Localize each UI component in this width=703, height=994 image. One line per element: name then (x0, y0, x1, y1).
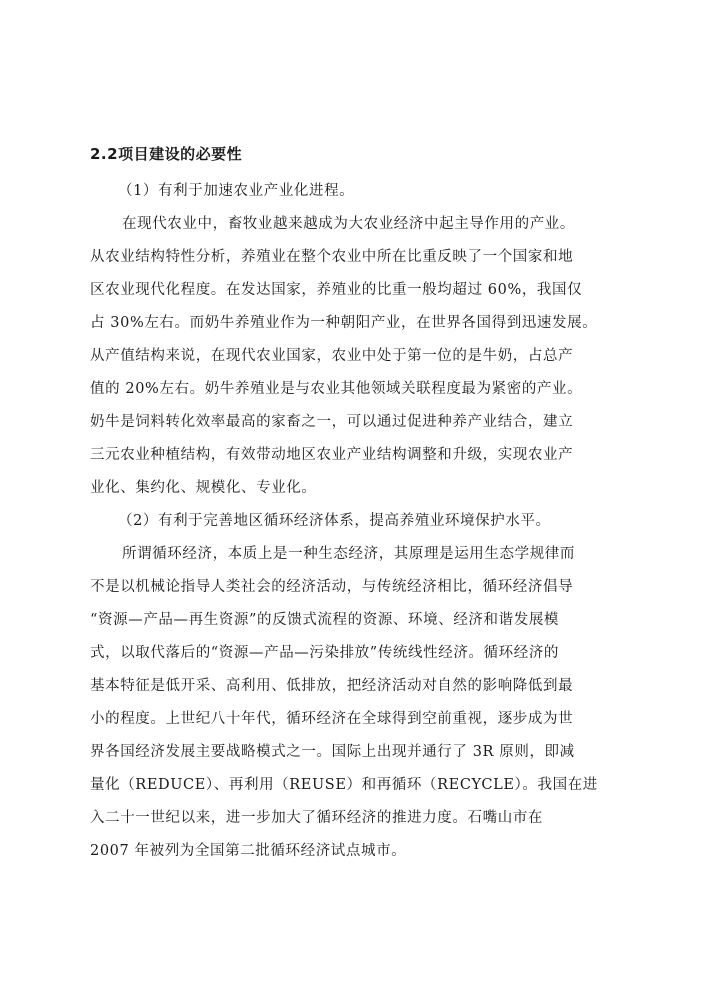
paragraph-line: 值的 20%左右。奶牛养殖业是与农业其他领域关联程度最为紧密的产业。 (90, 381, 583, 397)
paragraph-line: 区农业现代化程度。在发达国家，养殖业的比重一般均超过 60%，我国仅 (90, 282, 583, 298)
paragraph-line: 奶牛是饲料转化效率最高的家畜之一，可以通过促进种养产业结合，建立 (90, 414, 574, 430)
paragraph-line: 式，以取代落后的“资源—产品—污染排放”传统线性经济。循环经济的 (90, 645, 560, 661)
paragraph-line: 量化（REDUCE）、再利用（REUSE）和再循环（RECYCLE）。我国在进 (90, 777, 598, 793)
paragraph-line: 基本特征是低开采、高利用、低排放，把经济活动对自然的影响降低到最 (90, 678, 574, 694)
paragraph-line: 2007 年被列为全国第二批循环经济试点城市。 (90, 843, 407, 859)
paragraph-line: “资源—产品—再生资源”的反馈式流程的资源、环境、经济和谐发展模 (90, 612, 560, 628)
paragraph-line: 从农业结构特性分析，养殖业在整个农业中所在比重反映了一个国家和地 (90, 249, 574, 265)
section-heading: 2.2项目建设的必要性 (90, 145, 243, 163)
paragraph-line: 从产值结构来说，在现代农业国家，农业中处于第一位的是牛奶，占总产 (90, 348, 574, 364)
paragraph-line: 所谓循环经济，本质上是一种生态经济，其原理是运用生态学规律而 (122, 546, 575, 562)
paragraph-line: 占 30%左右。而奶牛养殖业作为一种朝阳产业，在世界各国得到迅速发展。 (90, 315, 598, 331)
paragraph-line: 业化、集约化、规模化、专业化。 (90, 480, 317, 496)
paragraph-line: 三元农业种植结构，有效带动地区农业产业结构调整和升级，实现农业产 (90, 447, 574, 463)
subheading-1: （1）有利于加速农业产业化进程。 (118, 183, 355, 199)
paragraph-line: 小的程度。上世纪八十年代，循环经济在全球得到空前重视，逐步成为世 (90, 711, 574, 727)
body-text (90, 175, 625, 868)
paragraph-line: 不是以机械论指导人类社会的经济活动，与传统经济相比，循环经济倡导 (90, 579, 574, 595)
paragraph-line: 在现代农业中，畜牧业越来越成为大农业经济中起主导作用的产业。 (122, 216, 575, 232)
subheading-2: （2）有利于完善地区循环经济体系，提高养殖业环境保护水平。 (118, 513, 551, 529)
paragraph-line: 界各国经济发展主要战略模式之一。国际上出现并通行了 3R 原则，即减 (90, 744, 575, 760)
paragraph-line: 入二十一世纪以来，进一步加大了循环经济的推进力度。石嘴山市在 (90, 810, 543, 826)
